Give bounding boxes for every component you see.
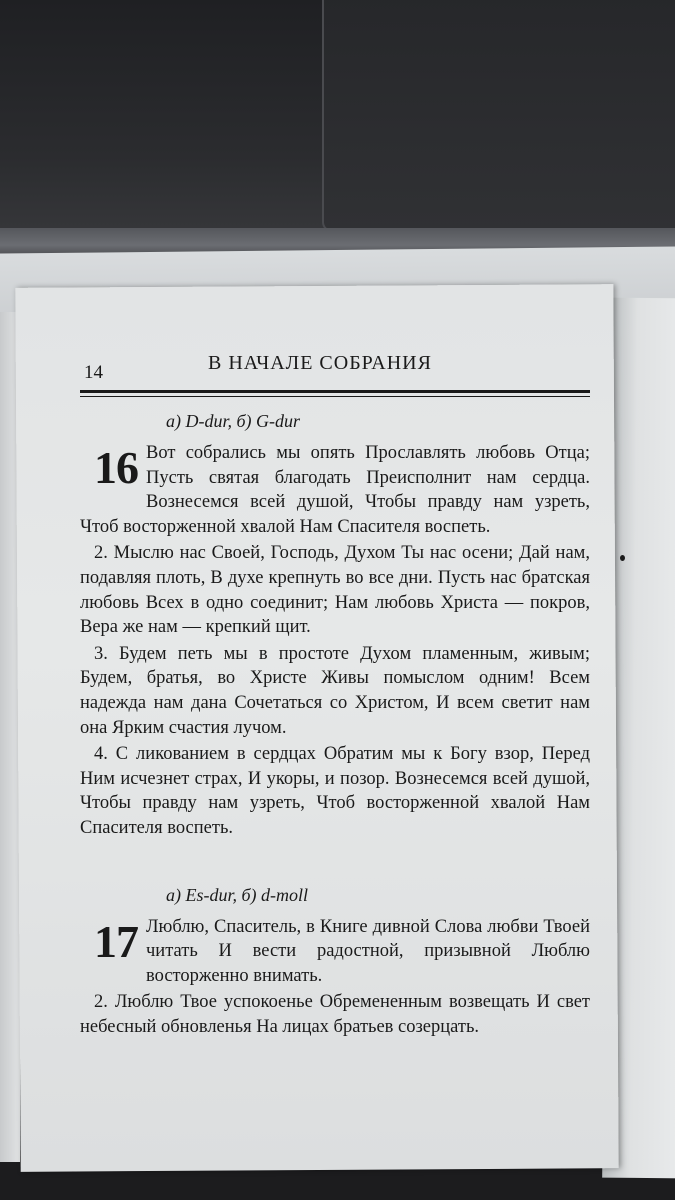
page-header: [80, 352, 590, 386]
header-rule-thin: [80, 396, 590, 397]
hymn-17-verse-1: Люблю, Спаситель, в Книге дивной Слова любви Твоей читать И вести радостной, призывной Люблю восторженно внимать.: [146, 916, 590, 986]
hymn-16-verse-3: 3. Будем петь мы в простоте Духом пламенным, живым; Будем, братья, во Христе Живы помыслом одним! Всем надежда нам дана Сочетаться со Христом, И всем светит нам она Ярким счастия лучом.: [80, 643, 590, 738]
page-content: [80, 352, 590, 1039]
hymn-17: [80, 915, 590, 1040]
hymn-16-verse-2: 2. Мыслю нас Своей, Господь, Духом Ты нас осени; Дай нам, подавляя плоть, В духе крепнуть во все дни. Пусть нас братская любовь Всех в одно соединит; Нам любовь Христа — покров, Вера же нам — крепкий щит.: [80, 543, 590, 638]
hymn-16-key: а) D-dur, б) G-dur: [166, 411, 301, 431]
hymn-16-verse-4: 4. С ликованием в сердцах Обратим мы к Богу взор, Перед Ним исчезнет страх, И укоры, и позор. Вознесемся всей душой, Чтобы правду нам узреть, Чтоб восторженной хвалой Нам Спасителя воспеть.: [80, 744, 590, 838]
laptop-touchpad: [322, 0, 675, 232]
hymn-17-verse-2: 2. Люблю Твое успокоенье Обремененным возвещать И свет небесный обновленья На лицах братьев созерцать.: [80, 992, 590, 1037]
ink-speck: [620, 555, 625, 561]
header-rule-thick: [80, 390, 590, 393]
hymn-16: [80, 441, 590, 841]
hymn-17-key: а) Es-dur, б) d-moll: [166, 884, 309, 905]
page-number: 14: [84, 362, 103, 383]
hymn-17-number: 17: [94, 915, 138, 967]
hymn-16-verse-1: Вот собрались мы опять Прославлять любовь Отца; Пусть святая благодать Преисполнит нам сердца. Вознесемся всей душой, Чтобы правду нам узреть, Чтоб восторженной хвалой Нам Спасителя воспеть.: [80, 443, 590, 537]
hymn-16-number: 16: [94, 442, 138, 493]
laptop-background: [0, 0, 675, 262]
running-title: В НАЧАЛЕ СОБРАНИЯ: [208, 352, 432, 374]
